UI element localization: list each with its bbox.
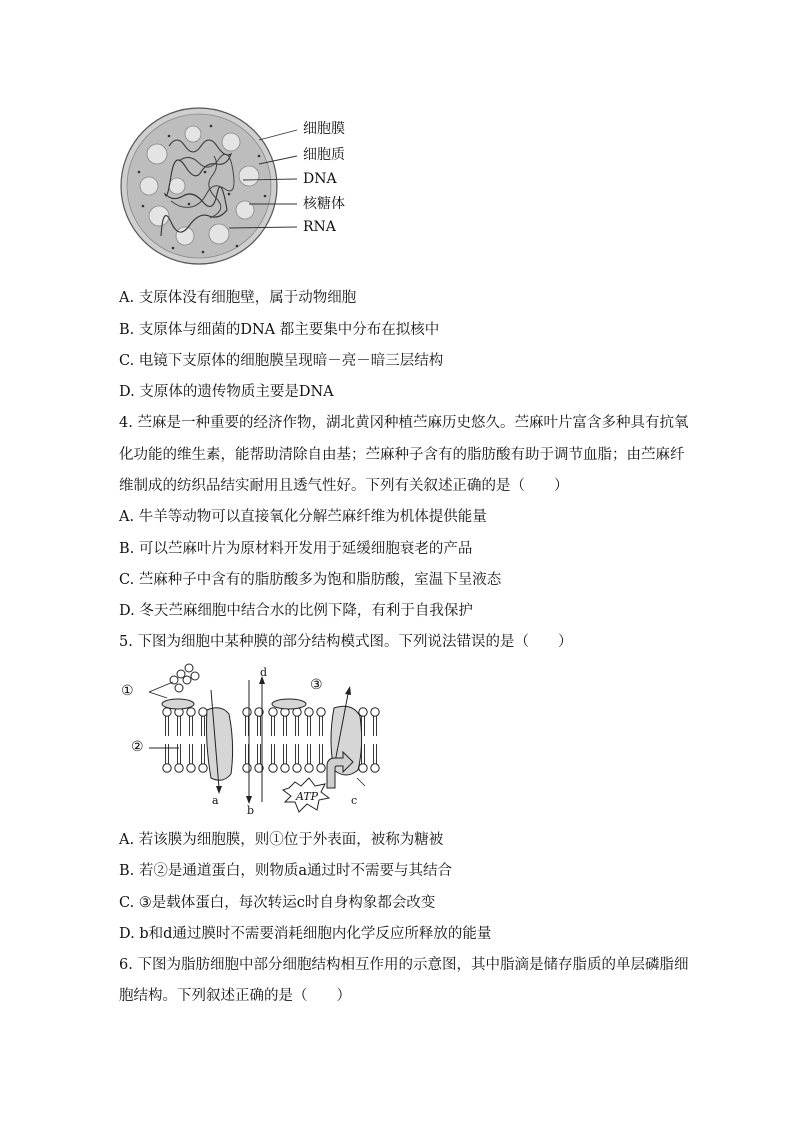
label-d: d xyxy=(260,666,268,679)
q3-option-d: D. 支原体的遗传物质主要是DNA xyxy=(119,384,334,400)
label-cell-membrane: 细胞膜 xyxy=(303,121,345,137)
label-c: c xyxy=(351,794,358,807)
q4-option-a: A. 牛羊等动物可以直接氧化分解苎麻纤维为机体提供能量 xyxy=(119,509,487,525)
q5-option-c: C. ③是载体蛋白，每次转运c时自身构象都会改变 xyxy=(119,895,436,911)
mycoplasma-figure xyxy=(119,106,379,276)
q4-option-c: C. 苎麻种子中含有的脂肪酸多为饱和脂肪酸，室温下呈液态 xyxy=(119,572,502,588)
q4-stem-line-2: 化功能的维生素，能帮助清除自由基；苎麻种子含有的脂肪酸有助于调节血脂；由苎麻纤 xyxy=(119,447,685,463)
q3-option-a: A. 支原体没有细胞壁，属于动物细胞 xyxy=(119,290,357,306)
q3-option-b: B. 支原体与细菌的DNA 都主要集中分布在拟核中 xyxy=(119,322,440,338)
q4-option-b: B. 可以苎麻叶片为原材料开发用于延缓细胞衰老的产品 xyxy=(119,541,473,557)
label-circle-1: ① xyxy=(121,683,134,699)
membrane-structure-diagram xyxy=(119,660,389,820)
q4-option-d: D. 冬天苎麻细胞中结合水的比例下降，有利于自我保护 xyxy=(119,603,473,619)
label-circle-2: ② xyxy=(131,739,144,755)
label-ribosome: 核糖体 xyxy=(303,196,345,212)
q5-option-a: A. 若该膜为细胞膜，则①位于外表面，被称为糖被 xyxy=(119,832,444,848)
label-dna: DNA xyxy=(303,171,337,187)
q3-option-c: C. 电镜下支原体的细胞膜呈现暗－亮－暗三层结构 xyxy=(119,353,444,369)
label-b: b xyxy=(247,804,255,817)
q6-stem-line-1: 6. 下图为脂肪细胞中部分细胞结构相互作用的示意图，其中脂滴是储存脂质的单层磷脂细 xyxy=(119,957,689,973)
membrane-figure xyxy=(119,660,389,820)
label-cytoplasm: 细胞质 xyxy=(303,147,345,163)
q5-option-d: D. b和d通过膜时不需要消耗细胞内化学反应所释放的能量 xyxy=(119,926,492,942)
label-a: a xyxy=(212,794,219,807)
q6-stem-line-2: 胞结构。下列叙述正确的是（ ） xyxy=(119,988,351,1004)
q4-stem-line-1: 4. 苎麻是一种重要的经济作物，湖北黄冈种植苎麻历史悠久。苎麻叶片富含多种具有抗氧 xyxy=(119,415,689,431)
label-circle-3: ③ xyxy=(310,677,323,693)
q5-option-b: B. 若②是通道蛋白，则物质a通过时不需要与其结合 xyxy=(119,863,453,879)
q4-stem-line-3: 维制成的纺织品结实耐用且透气性好。下列有关叙述正确的是（ ） xyxy=(119,478,569,494)
label-rna: RNA xyxy=(303,219,336,235)
q5-stem: 5. 下图为细胞中某种膜的部分结构模式图。下列说法错误的是（ ） xyxy=(119,634,573,650)
label-atp: ATP xyxy=(296,790,319,803)
